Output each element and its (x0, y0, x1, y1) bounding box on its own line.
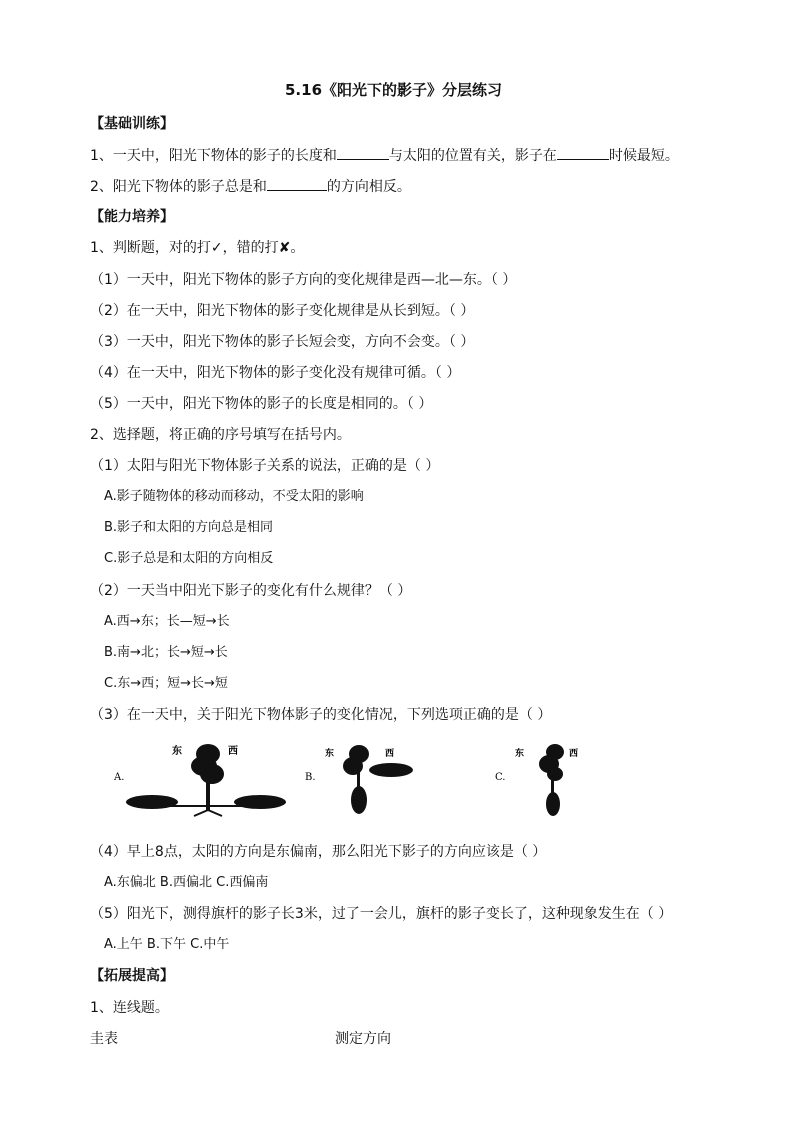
judge-item: （3）一天中，阳光下物体的影子长短会变，方向不会变。（ ） (90, 334, 475, 350)
basic-q1-part2: 与太阳的位置有关，影子在 (388, 148, 557, 164)
figure-b (303, 740, 423, 820)
option-label: A. (114, 772, 125, 783)
section-basic: 【基础训练】 (90, 116, 174, 132)
choice-q1-option: B.影子和太阳的方向总是相同 (104, 520, 274, 535)
choice-q4: （4）早上8点，太阳的方向是东偏南，那么阳光下影子的方向应该是（ ） (90, 844, 547, 860)
blank[interactable] (337, 145, 389, 160)
tree-icon (191, 744, 224, 810)
label-west: 西 (228, 746, 238, 757)
label-east: 东 (325, 749, 335, 759)
label-east: 东 (172, 746, 182, 757)
basic-q2 (90, 176, 411, 197)
section-ability: 【能力培养】 (90, 209, 174, 225)
blank[interactable] (267, 176, 327, 191)
label-west: 西 (385, 749, 395, 759)
extend-head: 1、连线题。 (90, 1000, 169, 1016)
match-right-item: 测定方向 (335, 1031, 391, 1047)
choice-q2-option: B.南→北；长→短→长 (104, 645, 228, 660)
basic-q2-part2: 的方向相反。 (326, 179, 411, 195)
judge-item: （1）一天中，阳光下物体的影子方向的变化规律是西—北—东。（ ） (90, 272, 517, 288)
tree-icon (343, 745, 369, 790)
section-extend: 【拓展提高】 (90, 968, 174, 984)
figure-c (493, 740, 603, 820)
shadow-icon (546, 792, 560, 816)
tree-icon (539, 744, 564, 794)
judge-item: （2）在一天中，阳光下物体的影子变化规律是从长到短。（ ） (90, 303, 475, 319)
choice-q3: （3）在一天中，关于阳光下物体影子的变化情况，下列选项正确的是（ ） (90, 707, 552, 723)
match-left-item: 圭表 (90, 1031, 118, 1047)
page-title: 5.16《阳光下的影子》分层练习 (285, 81, 503, 99)
judge-item: （4）在一天中，阳光下物体的影子变化没有规律可循。（ ） (90, 365, 461, 381)
choice-q1: （1）太阳与阳光下物体影子关系的说法，正确的是（ ） (90, 458, 440, 474)
basic-q1 (90, 145, 679, 166)
blank[interactable] (557, 145, 609, 160)
option-label: B. (305, 772, 316, 783)
choice-q5-options: A.上午 B.下午 C.中午 (104, 937, 230, 952)
option-label: C. (495, 772, 506, 783)
choice-head: 2、选择题，将正确的序号填写在括号内。 (90, 427, 351, 443)
choice-q5: （5）阳光下，测得旗杆的影子长3米，过了一会儿，旗杆的影子变长了，这种现象发生在（ ） (90, 906, 673, 922)
choice-q2: （2）一天当中阳光下影子的变化有什么规律？（ ） (90, 583, 412, 599)
choice-q2-option: C.东→西；短→长→短 (104, 676, 228, 691)
choice-q4-options: A.东偏北 B.西偏北 C.西偏南 (104, 875, 269, 890)
label-east: 东 (515, 749, 525, 759)
judge-head: 1、判断题，对的打✓，错的打✘。 (90, 240, 305, 256)
basic-q2-part1: 2、阳光下物体的影子总是和 (90, 179, 267, 195)
choice-q2-option: A.西→东；长—短→长 (104, 614, 230, 629)
judge-item: （5）一天中，阳光下物体的影子的长度是相同的。（ ） (90, 396, 433, 412)
basic-q1-part1: 1、一天中，阳光下物体的影子的长度和 (90, 148, 337, 164)
figure-a (110, 740, 290, 820)
label-west: 西 (569, 749, 579, 759)
basic-q1-part3: 时候最短。 (608, 148, 679, 164)
choice-q1-option: C.影子总是和太阳的方向相反 (104, 551, 274, 566)
choice-q1-option: A.影子随物体的移动而移动，不受太阳的影响 (104, 489, 364, 504)
